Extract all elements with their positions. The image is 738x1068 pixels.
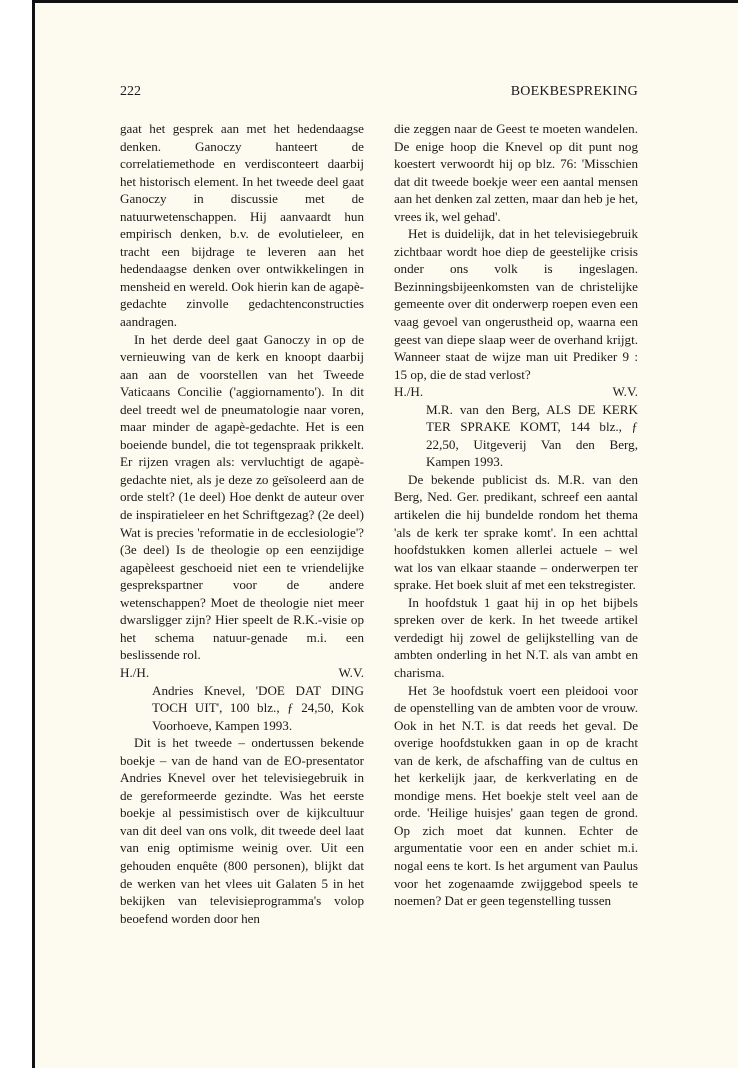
review-paragraph: Het is duidelijk, dat in het televisiegebruik zichtbaar wordt hoe diep de geestelijke crisis onder ons volk is ingeslagen. Bezinningsbijeenkomsten van de christelijke gemeente over dit onderwerp roepen even een vaag gevoel van ongerustheid op, waarna een geest van diepe slaap weer de overhand krijgt. Wanneer staat de wijze man uit Prediker 9 : 15 op, die de stad verlost? bbox=[394, 226, 638, 382]
signature-initials-right: W.V. bbox=[338, 664, 364, 680]
right-column bbox=[394, 120, 638, 910]
running-header bbox=[120, 84, 638, 104]
signature-initials-right: W.V. bbox=[612, 384, 638, 400]
signature-initials-left: H./H. bbox=[394, 384, 424, 400]
signature-initials-left: H./H. bbox=[120, 664, 150, 680]
page-number: 222 bbox=[120, 84, 141, 99]
scan-edge-top bbox=[32, 0, 738, 3]
review-paragraph: Het 3e hoofdstuk voert een pleidooi voor de openstelling van de ambten voor de vrouw. Ook in het N.T. is dat reeds het geval. De overige hoofdstukken gaan in op de kracht van de kerk, de afschaffing van de cultus en het kerkelijk jaar, de kerkverlating en de mondige mens. Het boekje stelt veel aan de orde. 'Heilige huisjes' gaan tegen de grond. Op zich moet dat kunnen. Echter de argumentatie voor een en ander schiet m.i. nogal eens te kort. Is het argument van Paulus voor het zogenaamde zwijggebod speels te noemen? Dat er geen tegenstelling tussen bbox=[394, 682, 638, 909]
review-signature bbox=[120, 664, 364, 682]
review-continued-paragraph: die zeggen naar de Geest te moeten wandelen. De enige hoop die Knevel op dit punt nog koestert verwoordt hij op blz. 76: 'Misschien dat dit tweede boekje weer een aantal mensen aan het denken zal zetten, maar dan heb je het, vrees ik, wel gehad'. bbox=[394, 121, 638, 224]
review-paragraph: In hoofdstuk 1 gaat hij in op het bijbels spreken over de kerk. In het tweede artikel verdedigt hij zowel de gelijkstelling van de ambten onderling in het N.T. als van ambt en charisma. bbox=[394, 594, 638, 680]
review-continued-paragraph: gaat het gesprek aan met het hedendaagse denken. Ganoczy hanteert de correlatiemethode en verdisconteert daarbij het historisch element. In het tweede deel gaat Ganoczy in discussie met de natuurwetenschappen. Hij aanvaardt hun empirisch denken, b.v. de evolutieleer, en tracht een bijdrage te leveren aan het hedendaagse denken over ontwikkelingen in mensheid en wereld. Ook hierin kan de agapè-gedachte zinvolle gedachtenconstructies aandragen. bbox=[120, 121, 364, 330]
book-reference: M.R. van den Berg, ALS DE KERK TER SPRAKE KOMT, 144 blz., ƒ 22,50, Uitgeverij Van den Berg, Kampen 1993. bbox=[426, 401, 638, 470]
review-paragraph: De bekende publicist ds. M.R. van den Berg, Ned. Ger. predikant, schreef een aantal artikelen die hij bundelde rondom het thema 'als de kerk ter sprake komt'. In een achttal hoofdstukken komen allerlei actuele – wel wat los van elkaar staande – onderwerpen ter sprake. Het boek sluit af met een tekstregister. bbox=[394, 471, 638, 593]
review-paragraph: In het derde deel gaat Ganoczy in op de vernieuwing van de kerk en knoopt daarbij aan aan de voorstellen van het Tweede Vaticaans Concilie ('aggiornamento'). In dit deel treedt wel de pneumatologie naar voren, maar minder de agapè-gedachte. Het is een boeiende bundel, die tot tegenspraak prikkelt. Er rijzen vragen als: vervluchtigt de agapè-gedachte niet, als je deze zo geïsoleerd aan de orde stelt? (1e deel) Hoe denkt de auteur over de inspiratieleer en het Schriftgezag? (2e deel) Wat is precies 'reformatie in de ecclesiologie'? (3e deel) Is de theologie op een eenzijdige agapèleest geschoeid niet een te vriendelijke gesprekspartner voor de andere wetenschappen? Moet de theologie niet meer dwarsligger zijn? Hier speelt de R.K.-visie op het schema natuur-genade m.i. een beslissende rol. bbox=[120, 331, 364, 663]
section-title: BOEKBESPREKING bbox=[510, 84, 638, 99]
left-column bbox=[120, 120, 364, 927]
book-reference: Andries Knevel, 'DOE DAT DING TOCH UIT', 100 blz., ƒ 24,50, Kok Voorhoeve, Kampen 1993. bbox=[152, 682, 364, 733]
scan-edge-left bbox=[32, 0, 35, 1068]
review-paragraph: Dit is het tweede – ondertussen bekende boekje – van de hand van de EO-presentator Andries Knevel over het televisiegebruik in de gereformeerde gezindte. Was het eerste boekje al pessimistisch over de kijkcultuur van dit deel van ons volk, dit tweede deel laat van enig optimisme weinig over. Uit een gehouden enquête (800 personen), blijkt dat de werken van het vlees uit Galaten 5 in het bekijken van televisieprogramma's volop beoefend worden door hen bbox=[120, 735, 364, 926]
review-signature bbox=[394, 383, 638, 401]
